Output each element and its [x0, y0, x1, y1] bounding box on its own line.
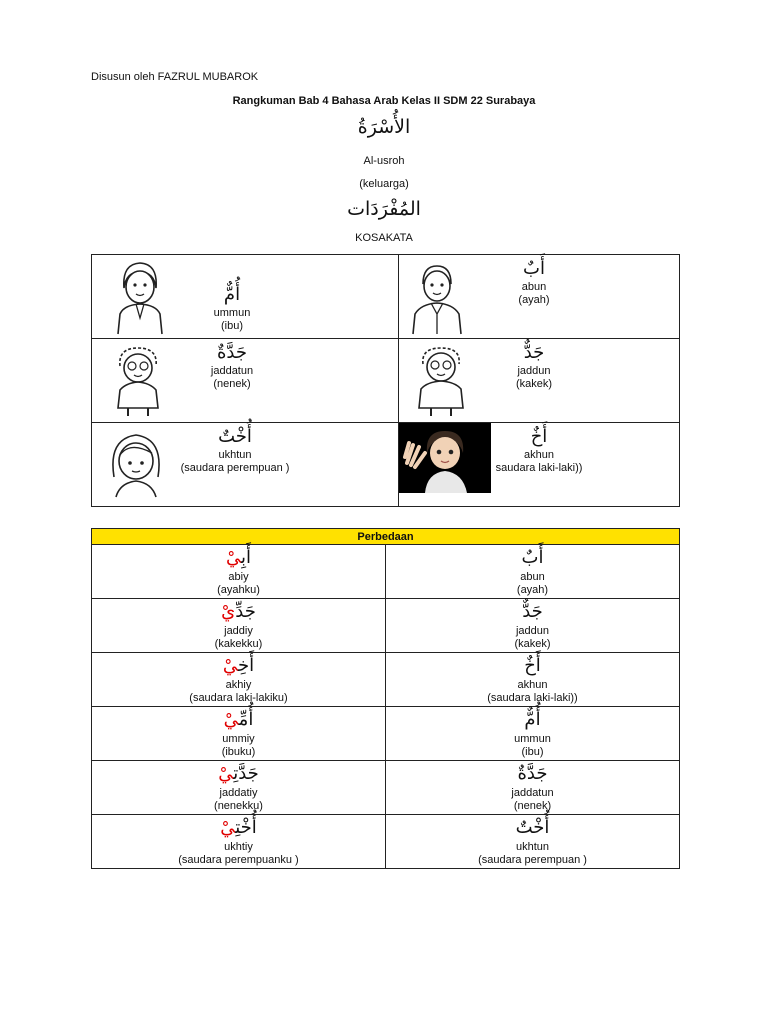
vocab-meaning: (nenek) [213, 378, 251, 390]
vocab-meaning: (kakek) [515, 378, 553, 390]
possessive-meaning: (saudara perempuanku ) [178, 854, 299, 866]
base-arabic: أَبٌ [521, 547, 544, 568]
topic-arabic: الأُسْرَةُ [357, 116, 411, 138]
possessive-latin: jaddatiy [219, 787, 258, 799]
possessive-cell [92, 761, 386, 815]
possessive-latin: ukhtiy [224, 841, 253, 853]
base-latin: ummun [514, 733, 551, 745]
sister-icon [100, 427, 172, 499]
base-word-cell [386, 653, 680, 707]
base-latin: akhun [517, 679, 548, 691]
possessive-arabic [92, 707, 385, 733]
possessive-arabic [92, 815, 385, 841]
base-word-cell [386, 545, 680, 599]
possessive-arabic [92, 653, 385, 679]
vocab-meaning: (saudara perempuan ) [180, 462, 290, 474]
base-meaning: (nenek) [513, 800, 552, 812]
vocab-latin: jaddun [517, 365, 551, 377]
vocab-cell-akhun [399, 423, 680, 507]
possessive-suffix: يْ [221, 601, 236, 622]
vocab-latin: ummun [213, 307, 251, 319]
vocab-arabic: أَبٌ [523, 258, 545, 279]
vocab-meaning: saudara laki-laki)) [495, 462, 583, 474]
possessive-cell [92, 653, 386, 707]
vocab-arabic: جَدٌّ [523, 342, 545, 363]
base-arabic: أُمٌّ [524, 709, 541, 730]
base-meaning: (ibu) [521, 746, 544, 758]
base-meaning: (saudara laki-laki)) [487, 692, 578, 704]
difference-row [92, 815, 680, 869]
difference-header: Perbedaan [92, 529, 680, 545]
base-latin: abun [520, 571, 545, 583]
vocab-label: KOSAKATA [355, 232, 413, 244]
base-arabic: جَدَّةٌ [517, 763, 548, 784]
possessive-base: أُخْتِ [235, 817, 257, 838]
possessive-base: أَبِ [241, 547, 252, 568]
possessive-arabic [92, 599, 385, 625]
base-word-cell [386, 707, 680, 761]
base-meaning: (kakek) [514, 638, 551, 650]
possessive-base: جَدِّ [235, 601, 256, 622]
father-icon [407, 258, 467, 336]
topic-latin: Al-usroh [363, 155, 405, 167]
base-arabic: أُخْتٌ [515, 817, 550, 838]
vocab-arabic: أَخٌ [530, 426, 548, 447]
possessive-latin: ummiy [222, 733, 255, 745]
possessive-meaning: (nenekku) [214, 800, 263, 812]
possessive-cell [92, 545, 386, 599]
base-latin: jaddun [515, 625, 550, 637]
possessive-meaning: (ayahku) [217, 584, 260, 596]
possessive-latin: jaddiy [224, 625, 253, 637]
base-word-cell [386, 815, 680, 869]
possessive-suffix: يْ [222, 655, 238, 676]
difference-row [92, 761, 680, 815]
base-latin: jaddatun [511, 787, 554, 799]
vocab-meaning: (ayah) [518, 294, 550, 306]
base-arabic: أَخٌ [524, 655, 541, 676]
possessive-arabic [92, 545, 385, 571]
grandfather-icon [411, 342, 471, 418]
possessive-base: أَخِ [237, 655, 255, 676]
possessive-suffix: يْ [220, 817, 236, 838]
grandmother-icon [110, 342, 166, 418]
vocab-cell-ukhtun [92, 423, 399, 507]
difference-row [92, 545, 680, 599]
possessive-suffix: يْ [223, 709, 239, 730]
base-word-cell [386, 599, 680, 653]
possessive-latin: akhiy [225, 679, 252, 691]
vocab-meaning: (ibu) [220, 320, 243, 332]
vocab-cell-ummun [92, 255, 399, 339]
author-line: Disusun oleh FAZRUL MUBAROK [91, 71, 259, 83]
difference-row [92, 599, 680, 653]
base-arabic: جَدٌّ [522, 601, 543, 622]
vocab-arabic-heading: المُفْرَدَات [347, 198, 421, 220]
vocab-latin: abun [521, 281, 547, 293]
possessive-arabic [92, 761, 385, 787]
possessive-base: أُمِّ [238, 709, 254, 730]
vocab-table [91, 254, 680, 507]
base-meaning: (ayah) [516, 584, 549, 596]
vocab-arabic: أُخْتٌ [218, 426, 252, 447]
document-title: Rangkuman Bab 4 Bahasa Arab Kelas II SDM 22 Surabaya [232, 95, 536, 107]
difference-row [92, 653, 680, 707]
vocab-cell-jaddun [399, 339, 680, 423]
possessive-cell [92, 599, 386, 653]
vocab-cell-abun [399, 255, 680, 339]
possessive-suffix: يْ [225, 547, 241, 568]
possessive-base: جَدَّتِ [233, 763, 259, 784]
topic-meaning: (keluarga) [359, 178, 409, 190]
base-meaning: (saudara perempuan ) [478, 854, 587, 866]
possessive-suffix: يْ [218, 763, 234, 784]
difference-row [92, 707, 680, 761]
vocab-latin: akhun [524, 449, 554, 461]
possessive-latin: abiy [228, 571, 249, 583]
vocab-cell-jaddatun [92, 339, 399, 423]
vocab-latin: ukhtun [218, 449, 252, 461]
possessive-cell [92, 707, 386, 761]
base-word-cell [386, 761, 680, 815]
base-latin: ukhtun [515, 841, 550, 853]
mother-icon [110, 258, 170, 336]
difference-table [91, 528, 680, 869]
possessive-cell [92, 815, 386, 869]
possessive-meaning: (kakekku) [214, 638, 263, 650]
vocab-arabic: جَدَّةٌ [216, 342, 247, 363]
vocab-arabic: أُمٌّ [223, 284, 241, 305]
brother-icon [399, 423, 491, 493]
possessive-meaning: (ibuku) [221, 746, 256, 758]
vocab-latin: jaddatun [210, 365, 254, 377]
possessive-meaning: (saudara laki-lakiku) [189, 692, 288, 704]
